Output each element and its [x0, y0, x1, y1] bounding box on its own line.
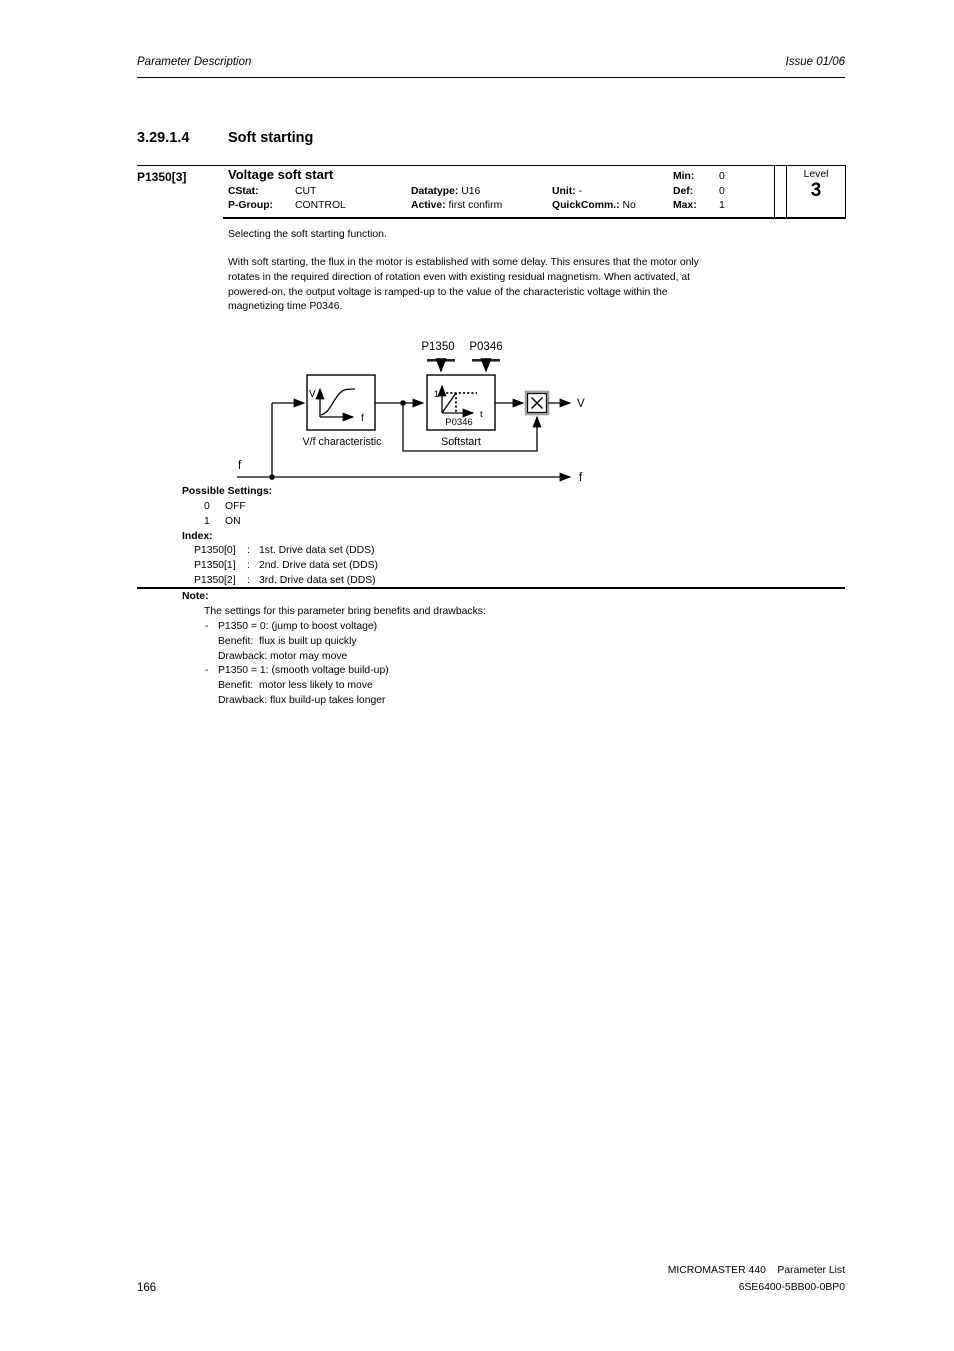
index-entry-text: 2nd. Drive data set (DDS) [259, 560, 378, 572]
note-item-dash: - [205, 665, 209, 677]
softstart-ramp [442, 393, 456, 413]
description-line: Selecting the soft starting function. [228, 229, 387, 240]
unit-label: Unit: [552, 186, 576, 197]
softstart-p0346-inner: P0346 [445, 417, 473, 428]
active-label: Active: [411, 200, 446, 211]
level-value: 3 [810, 180, 822, 201]
param-table-divider [774, 165, 775, 219]
param-table-top-rule [137, 165, 845, 166]
header-left-text: Parameter Description [137, 56, 252, 68]
index-entry-colon: : [247, 575, 250, 586]
note-label: Note: [182, 591, 209, 602]
header-rule [137, 77, 845, 78]
f-out-label: f [579, 472, 583, 484]
v-output-label: V [577, 398, 585, 410]
param-id: P1350[3] [137, 170, 187, 184]
note-item-dash: - [205, 621, 209, 632]
setting-value: 1 [204, 515, 210, 527]
vf-v-axis-label: V [309, 389, 316, 400]
softstart-block-diagram [230, 333, 600, 488]
min-label: Min: [673, 171, 695, 182]
datatype-label: Datatype: [411, 186, 459, 197]
level-label: Level [803, 169, 829, 180]
datatype-field [411, 186, 480, 198]
index-entry-name: P1350[0] [194, 545, 236, 557]
level-box [786, 165, 846, 219]
datatype-value: U16 [461, 186, 481, 197]
diagram-p1350-label: P1350 [421, 341, 455, 353]
page-number: 166 [137, 1282, 157, 1294]
index-entry-colon: : [247, 545, 250, 557]
unit-value: - [578, 186, 583, 197]
vf-characteristic-box [307, 375, 375, 430]
note-item-line: Benefit: motor less likely to move [218, 680, 373, 692]
footer-order-number: 6SE6400-5BB00-0BP0 [738, 1282, 845, 1293]
note-rule [137, 587, 845, 589]
softstart-t-label: t [480, 409, 483, 420]
def-value: 0 [719, 186, 725, 197]
description-par-line: powered-on, the output voltage is ramped-up to the value of the characteristic voltage within the [228, 286, 668, 298]
setting-text: OFF [225, 501, 246, 512]
index-label: Index: [182, 530, 213, 542]
quickcomm-field [552, 200, 636, 212]
diagram-p0346-label: P0346 [469, 341, 503, 353]
note-item-line: Benefit: flux is built up quickly [218, 635, 357, 647]
header-right-text: Issue 01/06 [785, 56, 845, 68]
quickcomm-label: QuickComm.: [552, 200, 620, 211]
index-entry-text: 1st. Drive data set (DDS) [259, 545, 375, 557]
footer-doc-title: MICROMASTER 440 Parameter List [667, 1264, 845, 1276]
note-item-line: P1350 = 1: (smooth voltage build-up) [218, 665, 389, 677]
pgroup-label: P-Group: [228, 200, 274, 211]
min-value: 0 [719, 171, 725, 182]
description-par-line: magnetizing time P0346. [228, 301, 343, 313]
max-value: 1 [719, 200, 725, 211]
vf-box-label: V/f characteristic [302, 436, 382, 448]
param-name: Voltage soft start [228, 167, 334, 182]
description-par-line: rotates in the required direction of rotation even with existing residual magnetism. When activated, at [228, 271, 691, 283]
note-item-line: P1350 = 0: (jump to boost voltage) [218, 621, 378, 632]
active-value: first confirm [448, 200, 503, 211]
index-entry-name: P1350[2] [194, 575, 236, 586]
cstat-label: CStat: [228, 186, 259, 197]
section-title: Soft starting [228, 130, 314, 146]
pgroup-value: CONTROL [295, 200, 346, 211]
index-entry-text: 3rd. Drive data set (DDS) [259, 575, 376, 586]
index-entry-name: P1350[1] [194, 560, 236, 572]
param-table-bottom-rule [223, 217, 845, 219]
active-field [411, 200, 502, 212]
note-item-line: Drawback: flux build-up takes longer [218, 695, 386, 706]
vf-f-axis-label: f [361, 413, 364, 424]
cstat-value: CUT [295, 186, 317, 197]
index-entry-colon: : [247, 560, 250, 572]
setting-text: ON [225, 515, 241, 527]
def-label: Def: [673, 186, 694, 197]
softstart-box-label: Softstart [441, 436, 481, 448]
setting-value: 0 [204, 501, 210, 512]
description-par-line: With soft starting, the flux in the motor is established with some delay. This ensures that the motor only [228, 257, 699, 268]
note-item-line: Drawback: motor may move [218, 650, 348, 662]
unit-field [552, 186, 582, 198]
possible-settings-label: Possible Settings: [182, 486, 273, 497]
max-label: Max: [673, 200, 697, 211]
quickcomm-value: No [622, 200, 636, 211]
vf-curve [321, 389, 355, 415]
f-in-label: f [238, 460, 242, 472]
note-intro: The settings for this parameter bring benefits and drawbacks: [204, 606, 486, 617]
section-number: 3.29.1.4 [137, 130, 190, 146]
softstart-one-label: 1 [433, 389, 439, 400]
junction-dot-bottom [269, 474, 275, 480]
